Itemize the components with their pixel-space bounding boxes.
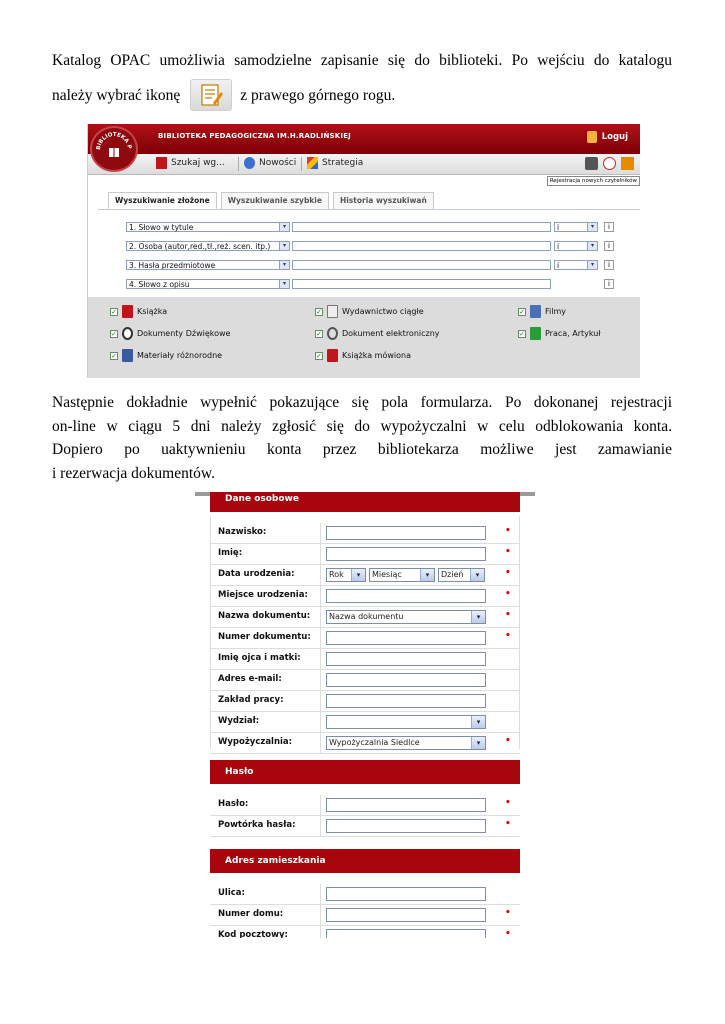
first-name-input[interactable] xyxy=(326,547,486,561)
house-number-input[interactable] xyxy=(326,908,486,922)
info-button[interactable]: i xyxy=(604,279,614,289)
lock-icon xyxy=(587,131,597,143)
intro-line-2-before: należy wybrać ikonę xyxy=(52,86,181,104)
library-logo xyxy=(90,126,138,172)
type-mixed[interactable]: ✓ Materiały różnorodne xyxy=(111,351,223,360)
house-number-row: Numer domu: • xyxy=(210,905,520,926)
search-panel xyxy=(98,210,640,297)
document-number-input[interactable] xyxy=(326,631,486,645)
strategy-icon xyxy=(307,157,318,169)
birth-month-select[interactable]: Miesiąc ▾ xyxy=(369,568,435,582)
department-select[interactable]: ▾ xyxy=(326,715,486,729)
registration-icon xyxy=(190,79,232,111)
lending-desk-select[interactable]: Wypożyczalnia Siedlce ▾ xyxy=(326,736,486,750)
opac-library-title: BIBLIOTEKA PEDAGOGICZNA IM.H.RADLIŃSKIEJ xyxy=(158,132,351,140)
search-field-select[interactable]: 4. Słowo z opisu ▾ xyxy=(126,279,290,289)
birth-day-select[interactable]: Dzień ▾ xyxy=(438,568,485,582)
search-row xyxy=(126,240,614,251)
workplace-input[interactable] xyxy=(326,694,486,708)
nav-strategy[interactable] xyxy=(307,157,363,169)
intro-line-2 xyxy=(52,75,672,115)
sound-icon xyxy=(122,327,133,340)
operator-select[interactable]: i ▾ xyxy=(554,222,598,232)
first-name-row: Imię: • xyxy=(210,544,520,565)
surname-input[interactable] xyxy=(326,526,486,540)
tab-advanced-search[interactable]: Wyszukiwanie złożone xyxy=(108,192,217,209)
tab-quick-search[interactable]: Wyszukiwanie szybkie xyxy=(221,192,329,209)
search-term-input[interactable] xyxy=(292,260,551,270)
type-checkbox[interactable]: ✓ xyxy=(111,307,117,316)
email-input[interactable] xyxy=(326,673,486,687)
nav-strategy-label: Strategia xyxy=(322,158,364,168)
basket-icon[interactable] xyxy=(585,157,598,170)
audiobook-icon xyxy=(327,349,338,362)
birth-place-input[interactable] xyxy=(326,589,486,603)
book-icon xyxy=(122,305,133,318)
search-field-select[interactable]: 1. Słowo w tytule ▾ xyxy=(126,222,290,232)
document-types-panel xyxy=(88,297,640,378)
password-repeat-input[interactable] xyxy=(326,819,486,833)
search-term-input[interactable] xyxy=(292,222,551,232)
register-reader-icon[interactable] xyxy=(603,157,616,170)
type-checkbox[interactable]: ✓ xyxy=(316,307,322,316)
login-link[interactable] xyxy=(587,131,628,143)
search-term-input[interactable] xyxy=(292,241,551,251)
type-sound[interactable]: ✓ Dokumenty Dźwiękowe xyxy=(111,329,231,338)
nav-search-label: Szukaj wg... xyxy=(171,158,225,168)
postal-code-row: Kod pocztowy: • xyxy=(210,926,520,938)
workplace-row: Zakład pracy: xyxy=(210,691,520,712)
type-article[interactable]: ✓ Praca, Artykuł xyxy=(519,329,601,338)
street-row: Ulica: xyxy=(210,884,520,905)
opac-screenshot xyxy=(87,124,640,378)
help-icon[interactable] xyxy=(621,157,634,170)
section-password: Hasło xyxy=(210,760,520,784)
cd-icon xyxy=(327,327,338,340)
type-serial[interactable]: ✓ Wydawnictwo ciągłe xyxy=(316,307,424,316)
info-button[interactable]: i xyxy=(604,222,614,232)
search-row xyxy=(126,278,614,289)
intro-line-2-after: z prawego górnego rogu. xyxy=(240,86,396,104)
type-electronic[interactable]: ✓ Dokument elektroniczny xyxy=(316,329,440,338)
birth-place-row: Miejsce urodzenia: • xyxy=(210,586,520,607)
parents-names-input[interactable] xyxy=(326,652,486,666)
top-right-icons xyxy=(585,157,634,170)
department-row: Wydział: ▾ xyxy=(210,712,520,733)
svg-text:BIBLIOTEKA PEDAGOGICZNA xyxy=(92,128,132,150)
operator-select[interactable]: i ▾ xyxy=(554,241,598,251)
document-number-row: Numer dokumentu: • xyxy=(210,628,520,649)
news-icon xyxy=(244,157,255,169)
nav-news-label: Nowości xyxy=(259,158,297,168)
password-repeat-row: Powtórka hasła: • xyxy=(210,816,520,837)
lending-desk-row: Wypożyczalnia: Wypożyczalnia Siedlce ▾ • xyxy=(210,733,520,754)
postal-code-input[interactable] xyxy=(326,929,486,938)
password-input[interactable] xyxy=(326,798,486,812)
search-book-icon xyxy=(156,157,167,169)
type-films[interactable]: ✓ Filmy xyxy=(519,307,566,316)
nav-search-by[interactable] xyxy=(156,157,225,169)
type-book[interactable]: ✓ Książka xyxy=(111,307,168,316)
operator-select[interactable]: i ▾ xyxy=(554,260,598,270)
surname-row: Nazwisko: • xyxy=(210,523,520,544)
type-checkbox[interactable]: ✓ xyxy=(111,351,117,360)
register-tooltip: Rejestracja nowych czytelników xyxy=(547,176,640,186)
login-label: Loguj xyxy=(601,132,628,142)
search-tabs xyxy=(108,192,434,209)
password-row: Hasło: • xyxy=(210,795,520,816)
section-address: Adres zamieszkania xyxy=(210,849,520,873)
opac-header xyxy=(88,124,640,154)
film-icon xyxy=(530,305,541,318)
info-button[interactable]: i xyxy=(604,260,614,270)
nav-news[interactable] xyxy=(244,157,296,169)
search-row xyxy=(126,221,614,232)
search-row xyxy=(126,259,614,270)
birth-date-row: Data urodzenia: Rok ▾ Miesiąc ▾ Dzień ▾ • xyxy=(210,565,520,586)
search-field-select[interactable]: 2. Osoba (autor,red.,tł.,reż. scen. itp.) ▾ xyxy=(126,241,290,251)
section-personal-data: Dane osobowe xyxy=(210,492,520,512)
type-checkbox[interactable]: ✓ xyxy=(519,329,525,338)
document-name-row: Nazwa dokumentu: Nazwa dokumentu ▾ • xyxy=(210,607,520,628)
instructions-paragraph: Następnie dokładnie wypełnić pokazujące się pola formularza. Po dokonanej rejestracji on-line w ciągu 5 dni należy zgłosić się do wypożyczalni w celu odblokowania konta. Dopiero po uaktywnieniu konta przez bibliotekarza możliwe jest zamawianie i rezerwacja dokumentów. xyxy=(52,394,672,482)
search-field-select[interactable]: 3. Hasła przedmiotowe ▾ xyxy=(126,260,290,270)
email-row: Adres e-mail: xyxy=(210,670,520,691)
type-checkbox[interactable]: ✓ xyxy=(111,329,117,338)
document-name-select[interactable]: Nazwa dokumentu ▾ xyxy=(326,610,486,624)
parents-names-row: Imię ojca i matki: xyxy=(210,649,520,670)
registration-form-screenshot xyxy=(195,492,535,938)
serial-icon xyxy=(327,305,338,318)
street-input[interactable] xyxy=(326,887,486,901)
type-audiobook[interactable]: ✓ Książka mówiona xyxy=(316,351,411,360)
article-icon xyxy=(530,327,541,340)
info-button[interactable]: i xyxy=(604,241,614,251)
type-checkbox[interactable]: ✓ xyxy=(316,351,322,360)
type-checkbox[interactable]: ✓ xyxy=(519,307,525,316)
logo-text: BIBLIOTEKA P xyxy=(95,131,133,151)
birth-year-select[interactable]: Rok ▾ xyxy=(326,568,366,582)
type-checkbox[interactable]: ✓ xyxy=(316,329,322,338)
intro-line-1: Katalog OPAC umożliwia samodzielne zapisanie się do biblioteki. Po wejściu do katalogu xyxy=(52,52,672,69)
mixed-materials-icon xyxy=(122,349,133,362)
opac-nav-bar xyxy=(88,154,640,175)
tab-search-history[interactable]: Historia wyszukiwań xyxy=(333,192,434,209)
search-term-input[interactable] xyxy=(292,279,551,289)
intro-paragraph xyxy=(52,48,672,115)
